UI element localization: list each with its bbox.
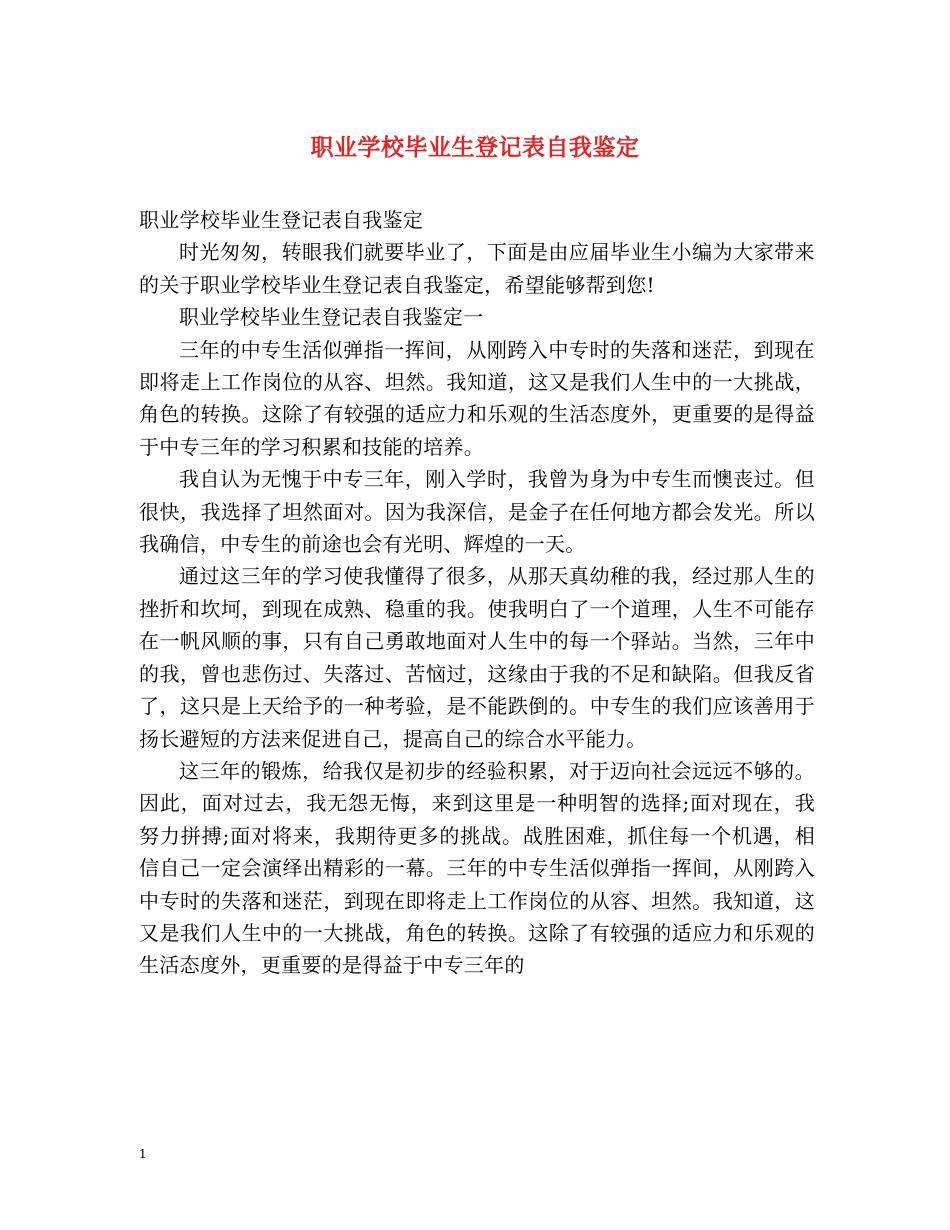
document-body bbox=[139, 204, 815, 982]
paragraph-body: 通过这三年的学习使我懂得了很多，从那天真幼稚的我，经过那人生的挫折和坎坷，到现在成熟、稳重的我。使我明白了一个道理，人生不可能存在一帆风顺的事，只有自己勇敢地面对人生中的每一个驿站。当然，三年中的我，曾也悲伤过、失落过、苦恼过，这缘由于我的不足和缺陷。但我反省了，这只是上天给予的一种考验，是不能跌倒的。中专生的我们应该善用于扬长避短的方法来促进自己，提高自己的综合水平能力。 bbox=[139, 564, 815, 751]
paragraph-body: 三年的中专生活似弹指一挥间，从刚跨入中专时的失落和迷茫，到现在即将走上工作岗位的从容、坦然。我知道，这又是我们人生中的一大挑战，角色的转换。这除了有较强的适应力和乐观的生活态度外，更重要的是得益于中专三年的学习积累和技能的培养。 bbox=[139, 337, 815, 459]
paragraph-subtitle: 职业学校毕业生登记表自我鉴定 bbox=[139, 208, 424, 232]
paragraph-intro: 时光匆匆，转眼我们就要毕业了，下面是由应届毕业生小编为大家带来的关于职业学校毕业生登记表自我鉴定，希望能够帮到您! bbox=[139, 240, 815, 297]
page-number: 1 bbox=[139, 1147, 147, 1161]
paragraph-body: 我自认为无愧于中专三年，刚入学时，我曾为身为中专生而懊丧过。但很快，我选择了坦然面对。因为我深信，是金子在任何地方都会发光。所以我确信，中专生的前途也会有光明、辉煌的一天。 bbox=[139, 467, 815, 557]
paragraph-body: 这三年的锻炼，给我仅是初步的经验积累，对于迈向社会远远不够的。因此，面对过去，我无怨无悔，来到这里是一种明智的选择;面对现在，我努力拼搏;面对将来，我期待更多的挑战。战胜困难，抓住每一个机遇，相信自己一定会演绎出精彩的一幕。三年的中专生活似弹指一挥间，从刚跨入中专时的失落和迷茫，到现在即将走上工作岗位的从容、坦然。我知道，这又是我们人生中的一大挑战，角色的转换。这除了有较强的适应力和乐观的生活态度外，更重要的是得益于中专三年的 bbox=[139, 758, 815, 978]
paragraph-section-heading: 职业学校毕业生登记表自我鉴定一 bbox=[179, 305, 484, 330]
document-title: 职业学校毕业生登记表自我鉴定 bbox=[310, 134, 640, 161]
